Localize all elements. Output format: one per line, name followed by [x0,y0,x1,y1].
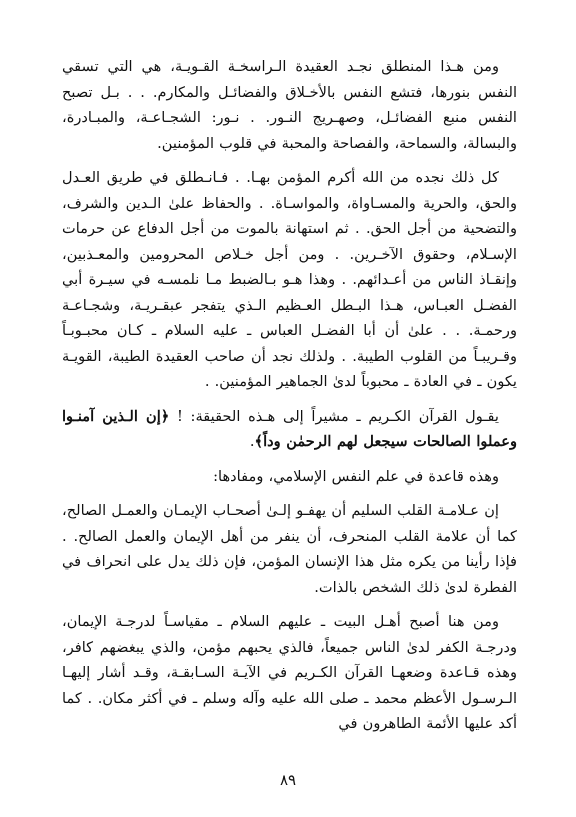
paragraph-rule-intro: وهذه قاعدة في علم النفس الإسلامي، ومفادها: [213,467,499,485]
paragraph-quran-quote [62,404,517,455]
quote-end: . [249,433,255,450]
quote-intro: يقـول القرآن الكـريم ـ مشيراً إلى هـذه الحقيقة: ! [169,407,499,425]
paragraph-abbas-virtues: كل ذلك نجده من الله أكرم المؤمن بهـا. . فـانـطلق في طريق العـدل والحق، والحرية والمسـاواة، والمواسـاة. . والحفاظ علىٰ الـدين والشرف، والتضحية من أجل الحق. . ثم استهانة بالموت من أجل الدفاع عن حرمات الإسـلام، وحقوق الآخـرين. . ومن أجل خـلاص المحرومين والمعـذبين، وإنقـاذ الناس من أعـدائهم. . وهذا هـو بـالضبط مـا نلمسـه في سيـرة أبي الفضـل العبـاس، هـذا البـطل العـظيم الـذي يتفجر عبقـريـة، وشجـاعـة ورحمـة. . . علىٰ أن أبا الفضـل العباس ـ عليه السلام ـ كـان محبـوبـاً وقـريبـاً من القلوب الطيبة. . ولذلك نجد أن صاحب العقيدة الطيبة، القويـة يكون ـ في العادة ـ محبوباً لدىٰ الجماهير المؤمنين. . [62,169,517,390]
paragraph-ahl-al-bayt: ومن هنا أصبح أهـل البيت ـ عليهم السلام ـ مقياسـاً لدرجـة الإيمان، ودرجـة الكفر لدىٰ الناس جميعاً، فالذي يحبهم مؤمن، والذي يبغضهم كافر، وهذه قـاعدة وضعهـا القرآن الكـريم في الآيـة السـابقـة، وقـد أشار إليهـا الـرسـول الأعظم محمد ـ صلى الله عليه وآله وسلم ـ في أكثر مكان. . كما أكد عليها الأئمة الطاهرون في [62,613,517,732]
quran-verse: ﴿إن الـذين آمنـوا وعملوا الصالحات سيجعل لهم الرحمٰن وداً﴾ [62,407,517,450]
paragraph-sound-heart: إن عـلامـة القلب السليم أن يهفـو إلـىٰ أصحـاب الإيمـان والعمـل الصالح، كما أن علامة القلب المنحرف، أن ينفر من أهل الإيمان والعمل الصالح. . فإذا رأينا من يكره مثل هذا الإنسان المؤمن، فإن ذلك يدل على انحراف في الفطرة لدىٰ ذلك الشخص بالذات. [62,502,517,596]
page-number: ٨٩ [279,771,297,789]
page-body [62,54,517,737]
paragraph-doctrine-light: ومن هـذا المنطلق نجـد العقيدة الـراسخـة القـويـة، هي التي تسقي النفس بنورها، فتشع النفس بالأخـلاق والفضائـل والمكارم. . . بـل تصبح النفس منبع الفضائـل، وصهـريج النـور. . نـور: الشجـاعـة، والمبـادرة، والبسالة، والسماحة، والفصاحة والمحبة في قلوب المؤمنين. [62,58,517,152]
